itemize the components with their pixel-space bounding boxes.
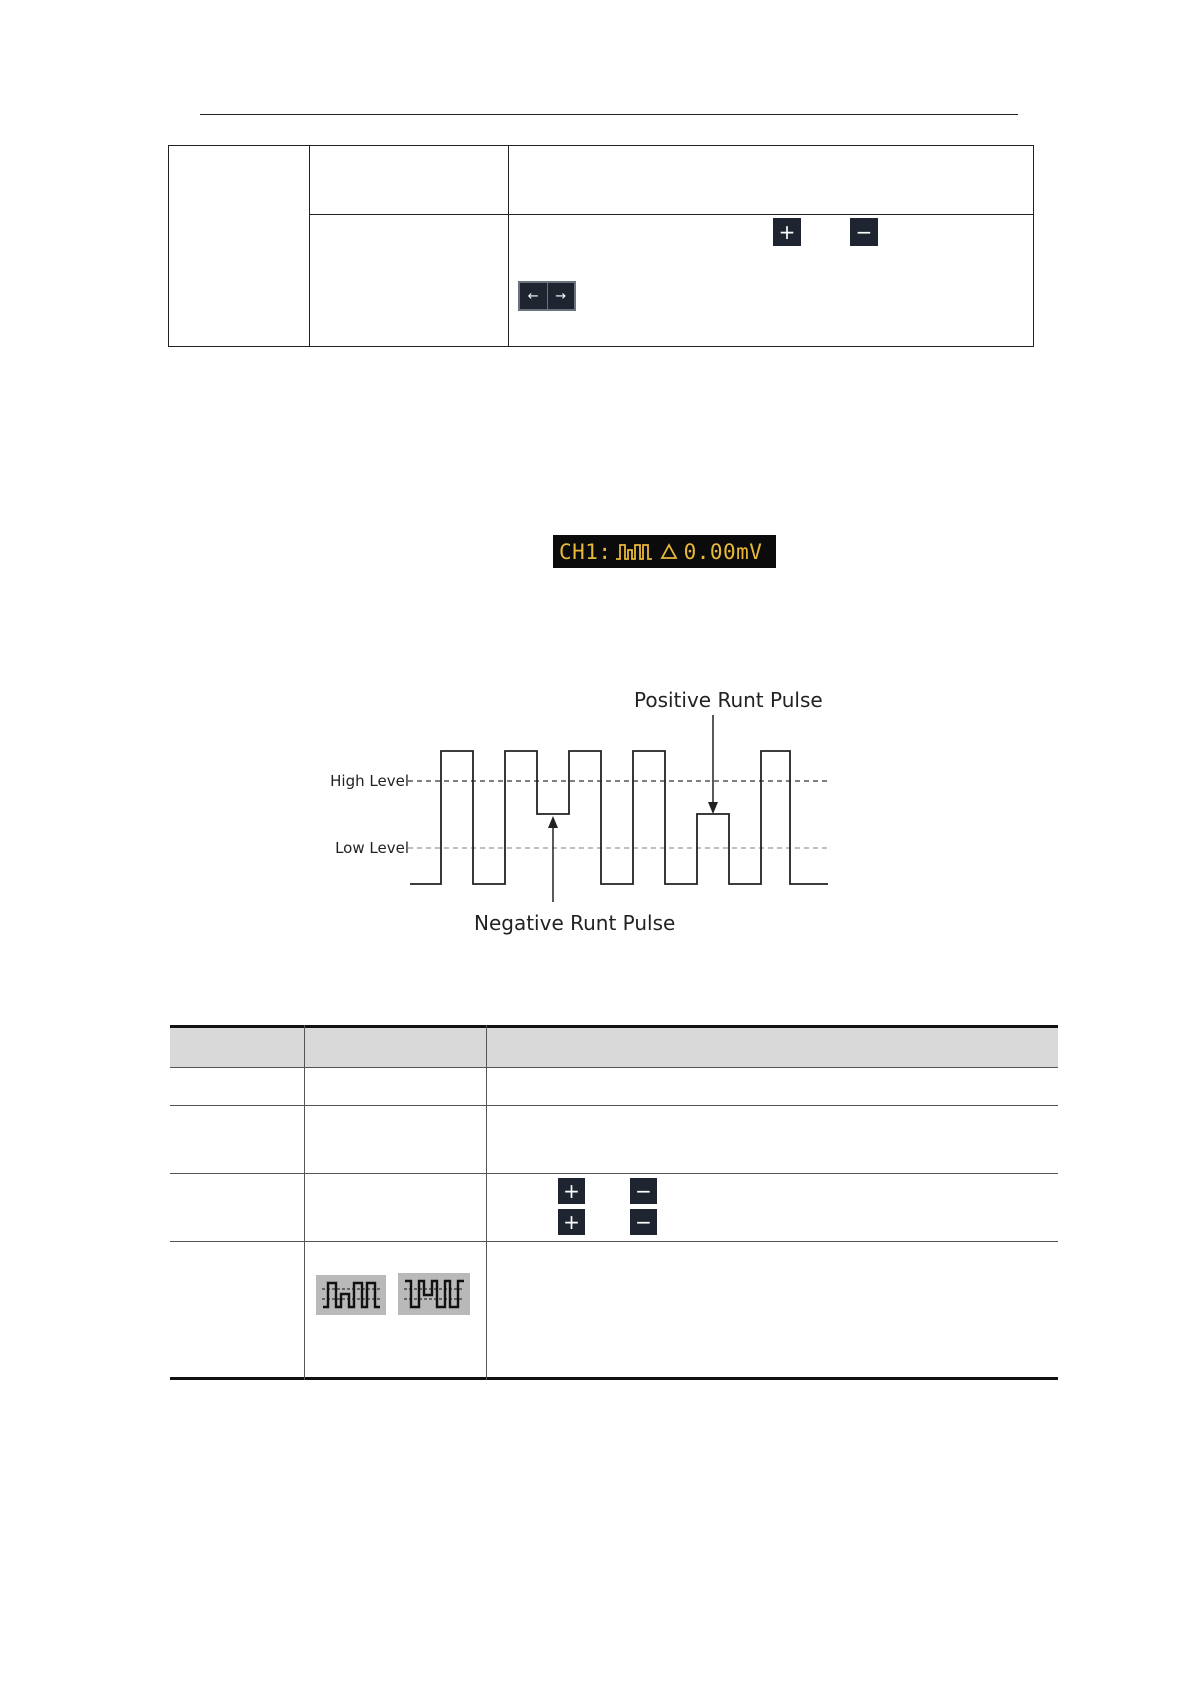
runt-trigger-settings-table bbox=[170, 1025, 1058, 1380]
minus-key-icon: − bbox=[850, 218, 878, 246]
right-arrow-icon: → bbox=[547, 283, 575, 309]
delta-level-icon bbox=[660, 543, 678, 560]
plus-key-icon: + bbox=[558, 1209, 585, 1235]
status-channel: CH1: bbox=[559, 539, 612, 564]
positive-runt-polarity-icon[interactable] bbox=[316, 1275, 386, 1315]
table-column-divider bbox=[309, 146, 310, 346]
table-row-divider bbox=[309, 214, 1033, 215]
waveform bbox=[410, 751, 828, 884]
negative-runt-polarity-icon[interactable] bbox=[398, 1273, 470, 1315]
plus-key-icon: + bbox=[773, 218, 801, 246]
header-rule bbox=[200, 114, 1018, 115]
high-level-label: High Level bbox=[330, 772, 409, 790]
minus-key-icon: − bbox=[630, 1209, 657, 1235]
table-column-divider bbox=[486, 1025, 487, 1380]
runt-pulse-diagram bbox=[320, 680, 840, 950]
arrow-keys-icon bbox=[518, 281, 576, 311]
positive-arrow-head bbox=[708, 802, 718, 814]
runt-pulse-icon bbox=[615, 542, 653, 562]
minus-key-icon: − bbox=[630, 1178, 657, 1204]
runt-trigger-status-display bbox=[553, 535, 776, 568]
top-settings-table bbox=[168, 145, 1034, 347]
positive-runt-label: Positive Runt Pulse bbox=[634, 688, 823, 712]
negative-runt-label: Negative Runt Pulse bbox=[474, 911, 676, 935]
table-column-divider bbox=[304, 1025, 305, 1380]
table-column-divider bbox=[508, 146, 509, 346]
negative-arrow-head bbox=[548, 816, 558, 828]
left-arrow-icon: ← bbox=[527, 288, 539, 304]
plus-key-icon: + bbox=[558, 1178, 585, 1204]
low-level-label: Low Level bbox=[335, 839, 409, 857]
status-value: 0.00mV bbox=[683, 539, 763, 564]
